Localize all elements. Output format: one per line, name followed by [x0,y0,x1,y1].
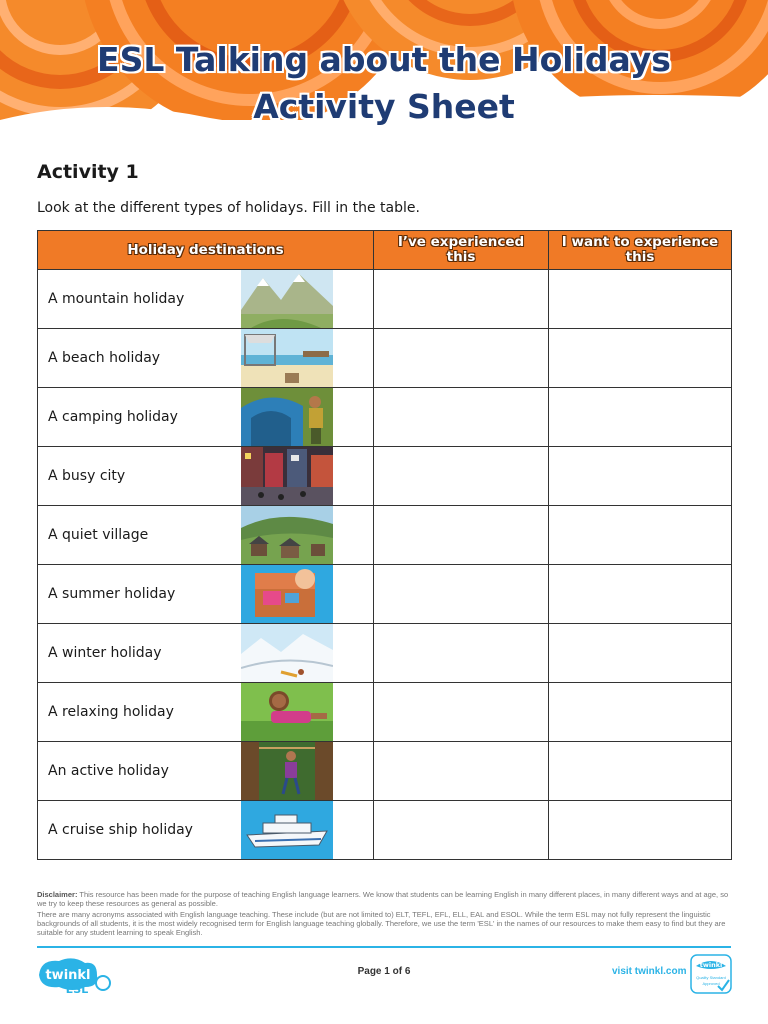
footer-divider [37,946,731,948]
want-cell[interactable] [549,388,732,447]
beach-image [241,329,333,387]
destination-label: A winter holiday [48,645,162,661]
destination-label: A beach holiday [48,350,161,366]
quality-badge [690,954,732,994]
instructions: Look at the different types of holidays. Fill in the table. [37,200,420,216]
experienced-cell[interactable] [374,506,549,565]
logo-sub: ESL [65,983,89,995]
table-header-row [38,231,732,270]
experienced-cell[interactable] [374,270,549,329]
column-header-destinations: Holiday destinations [38,231,374,270]
want-cell[interactable] [549,329,732,388]
logo-word: twinkl [45,968,91,983]
destination-label: A mountain holiday [48,291,185,307]
want-cell[interactable] [549,801,732,860]
table-row [38,565,732,624]
experienced-cell[interactable] [374,742,549,801]
experienced-cell[interactable] [374,329,549,388]
suitcase-image [241,565,333,623]
badge-word: twinkl [699,961,723,969]
table-row [38,447,732,506]
title-line-2: Activity Sheet [253,87,515,126]
badge-text-1: Quality Standard [696,975,726,980]
disclaimer-text: This resource has been made for the purpose of teaching English language learners. We know that students can be learning English in many different places, in many different ways and at age, so we try to keep these resources as general as possible. [37,890,729,908]
table-row [38,270,732,329]
badge-text-2: Approved [702,981,720,986]
visit-link[interactable]: visit twinkl.com [612,966,687,977]
want-cell[interactable] [549,506,732,565]
active-image [241,742,333,800]
relaxing-image [241,683,333,741]
experienced-cell[interactable] [374,388,549,447]
camping-image [241,388,333,446]
experienced-cell[interactable] [374,683,549,742]
destination-label: A quiet village [48,527,149,543]
experienced-cell[interactable] [374,624,549,683]
page-number: Page 1 of 6 [357,966,411,977]
mountain-image [241,270,333,328]
table-row [38,506,732,565]
title-line-1: ESL Talking about the Holidays [97,40,671,79]
destination-label: An active holiday [48,763,169,779]
destination-label: A camping holiday [48,409,178,425]
table-row [38,683,732,742]
column-header-experienced: I’ve experienced this [374,231,549,270]
holiday-table [37,230,732,860]
table-row [38,742,732,801]
acronyms-text: There are many acronyms associated with English language teaching. These include (but are not limited to) ELT, TEFL, EFL, ELL, EAL and ESOL. While the term ESL may not fully represent the linguistic backgrounds of all students, it is the most widely recognised term for English language teaching globally. Therefore, we use the term 'ESL' in the names of our resources to make them easy to find but they are suitable for any student learning to speak English. [37,910,726,937]
page-title [0,36,768,130]
experienced-cell[interactable] [374,565,549,624]
experienced-cell[interactable] [374,447,549,506]
table-row [38,624,732,683]
table-row [38,801,732,860]
destination-label: A cruise ship holiday [48,822,193,838]
want-cell[interactable] [549,447,732,506]
destination-label: A summer holiday [48,586,176,602]
destination-label: A relaxing holiday [48,704,174,720]
want-cell[interactable] [549,270,732,329]
want-cell[interactable] [549,742,732,801]
want-cell[interactable] [549,565,732,624]
table-row [38,329,732,388]
want-cell[interactable] [549,624,732,683]
destination-label: A busy city [48,468,126,484]
snow-image [241,624,333,682]
experienced-cell[interactable] [374,801,549,860]
city-image [241,447,333,505]
table-row [38,388,732,447]
disclaimer [37,890,731,937]
activity-heading: Activity 1 [37,161,139,183]
disclaimer-label: Disclaimer: [37,890,78,899]
village-image [241,506,333,564]
cruise-ship-image [241,801,333,859]
want-cell[interactable] [549,683,732,742]
column-header-want: I want to experience this [549,231,732,270]
